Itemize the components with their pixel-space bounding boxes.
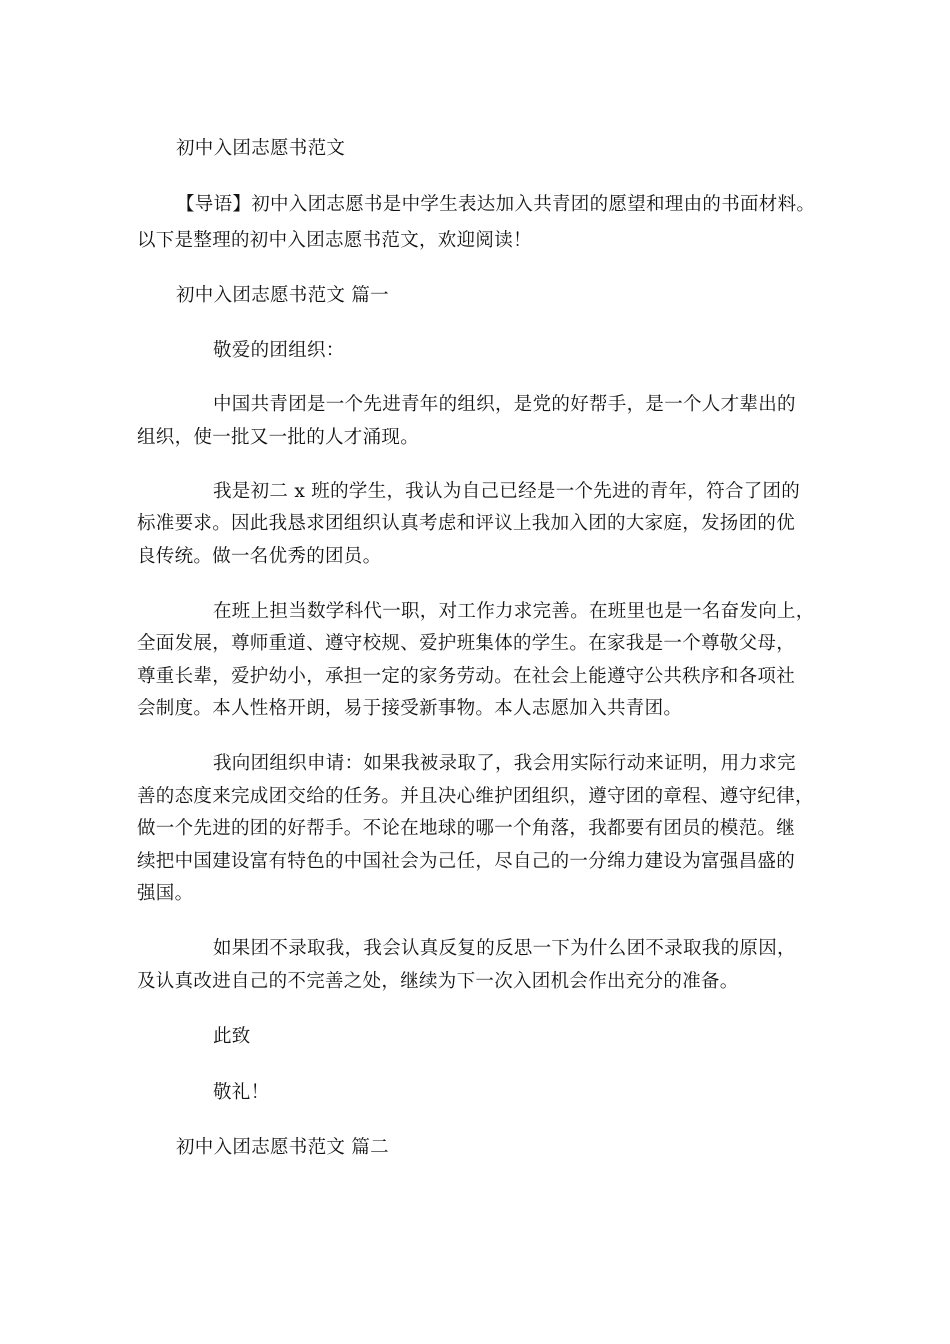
intro-line-2: 以下是整理的初中入团志愿书范文，欢迎阅读！: [137, 230, 532, 251]
para4-line-4: 续把中国建设富有特色的中国社会为己任，尽自己的一分绵力建设为富强昌盛的: [137, 851, 796, 872]
para4-line-1: 我向团组织申请：如果我被录取了，我会用实际行动来证明，用力求完: [213, 753, 796, 774]
para5-line-1: 如果团不录取我，我会认真反复的反思一下为什么团不录取我的原因，: [213, 938, 796, 959]
para2-line-1: 我是初二 x 班的学生，我认为自己已经是一个先进的青年，符合了团的: [213, 481, 801, 502]
section-1-title: 初中入团志愿书范文 篇一: [176, 285, 389, 306]
para3-line-3: 尊重长辈，爱护幼小，承担一定的家务劳动。在社会上能遵守公共秩序和各项社: [137, 666, 796, 687]
para5-line-2: 及认真改进自己的不完善之处，继续为下一次入团机会作出充分的准备。: [137, 971, 739, 992]
section-2-title: 初中入团志愿书范文 篇二: [176, 1137, 389, 1158]
para4-line-3: 做一个先进的团的好帮手。不论在地球的哪一个角落，我都要有团员的模范。继: [137, 818, 796, 839]
para3-line-4: 会制度。本人性格开朗，易于接受新事物。本人志愿加入共青团。: [137, 698, 683, 719]
closing-line-2: 敬礼！: [213, 1082, 270, 1103]
para3-line-1: 在班上担当数学科代一职，对工作力求完善。在班里也是一名奋发向上，: [213, 601, 815, 622]
para3-line-2: 全面发展，尊师重道、遵守校规、爱护班集体的学生。在家我是一个尊敬父母，: [137, 633, 796, 654]
closing-line-1: 此致: [213, 1026, 251, 1047]
salutation: 敬爱的团组织：: [213, 340, 345, 361]
para4-line-2: 善的态度来完成团交给的任务。并且决心维护团组织，遵守团的章程、遵守纪律，: [137, 786, 814, 807]
para1-line-2: 组织，使一批又一批的人才涌现。: [137, 427, 420, 448]
intro-line-1: 【导语】初中入团志愿书是中学生表达加入共青团的愿望和理由的书面材料。: [176, 194, 816, 215]
para2-line-2: 标准要求。因此我恳求团组织认真考虑和评议上我加入团的大家庭，发扬团的优: [137, 513, 796, 534]
document-title: 初中入团志愿书范文: [176, 138, 346, 159]
para1-line-1: 中国共青团是一个先进青年的组织，是党的好帮手，是一个人才辈出的: [213, 394, 796, 415]
para4-line-5: 强国。: [137, 883, 194, 904]
para2-line-3: 良传统。做一名优秀的团员。: [137, 546, 382, 567]
